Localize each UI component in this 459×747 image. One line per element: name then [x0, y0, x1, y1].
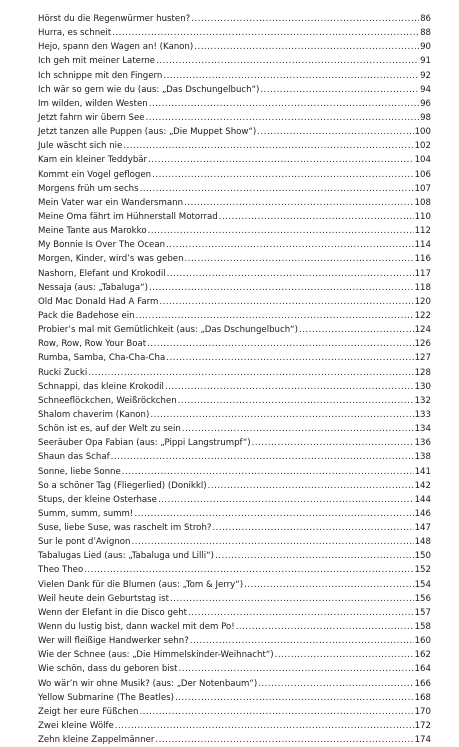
song-title: Morgen, Kinder, wird’s was geben	[38, 254, 184, 265]
toc-entry	[38, 267, 431, 281]
song-title: Hejo, spann den Wagen an! (Kanon)	[38, 42, 194, 53]
dot-leader	[185, 252, 414, 266]
dot-leader	[123, 139, 413, 153]
page-number: 132	[414, 395, 431, 406]
page-number: 96	[420, 98, 431, 109]
dot-leader	[166, 351, 413, 365]
page-number: 90	[420, 42, 431, 53]
toc-entry	[38, 578, 431, 592]
page-number: 100	[414, 127, 431, 138]
toc-entry	[38, 168, 431, 182]
toc-entry	[38, 125, 431, 139]
toc-entry	[38, 337, 431, 351]
dot-leader	[258, 677, 413, 691]
page-number: 160	[414, 636, 431, 647]
song-title: Shalom chaverim (Kanon)	[38, 409, 150, 420]
toc-entry	[38, 521, 431, 535]
toc-entry	[38, 563, 431, 577]
toc-entry	[38, 662, 431, 676]
page-number: 156	[414, 593, 431, 604]
song-title: Summ, summ, summ!	[38, 508, 134, 519]
dot-leader	[146, 111, 420, 125]
dot-leader	[170, 592, 414, 606]
page-number: 134	[414, 424, 431, 435]
page-number: 172	[414, 721, 431, 732]
dot-leader	[208, 479, 414, 493]
toc-entry	[38, 83, 431, 97]
toc-entry	[38, 252, 431, 266]
song-title: Schneeflöckchen, Weißröckchen	[38, 395, 177, 406]
page-number: 157	[414, 607, 431, 618]
page-number: 107	[414, 183, 431, 194]
song-title: Suse, liebe Suse, was raschelt im Stroh?	[38, 523, 212, 534]
dot-leader	[136, 309, 414, 323]
song-title: Kam ein kleiner Teddybär	[38, 155, 148, 166]
page-number: 136	[414, 438, 431, 449]
page-number: 88	[420, 28, 431, 39]
toc-entry	[38, 323, 431, 337]
page-number: 126	[414, 339, 431, 350]
song-title: Zehn kleine Zappelmänner	[38, 735, 155, 746]
dot-leader	[131, 535, 413, 549]
page-number: 133	[414, 409, 431, 420]
song-title: Yellow Submarine (The Beatles)	[38, 692, 174, 703]
page-number: 104	[414, 155, 431, 166]
song-title: Shaun das Schaf	[38, 452, 110, 463]
dot-leader	[188, 606, 414, 620]
song-title: Hurra, es schneit	[38, 28, 112, 39]
page-number: 162	[414, 650, 431, 661]
dot-leader	[184, 196, 414, 210]
page-number: 112	[414, 226, 431, 237]
page-number: 127	[414, 353, 431, 364]
toc-entry	[38, 224, 431, 238]
dot-leader	[299, 323, 414, 337]
page-number: 124	[414, 325, 431, 336]
song-title: Schön ist es, auf der Welt zu sein	[38, 424, 181, 435]
page-number: 117	[414, 268, 431, 279]
dot-leader	[182, 422, 414, 436]
toc-entry	[38, 450, 431, 464]
dot-leader	[148, 153, 414, 167]
song-title: Wie der Schnee (aus: „Die Himmelskinder-Weihnacht“)	[38, 650, 274, 661]
toc-entry	[38, 12, 431, 26]
toc-entry	[38, 549, 431, 563]
page-number: 138	[414, 452, 431, 463]
dot-leader	[155, 733, 413, 747]
page-number: 98	[420, 112, 431, 123]
song-title: Im wilden, wilden Westen	[38, 98, 148, 109]
toc-entry	[38, 620, 431, 634]
dot-leader	[165, 380, 414, 394]
page-number: 174	[414, 735, 431, 746]
dot-leader	[158, 493, 414, 507]
dot-leader	[115, 719, 414, 733]
song-title: Tabalugas Lied (aus: „Tabaluga und Lilli“)	[38, 551, 214, 562]
dot-leader	[147, 337, 413, 351]
page-number: 122	[414, 310, 431, 321]
page-number: 106	[414, 169, 431, 180]
song-title: Meine Tante aus Marokko	[38, 226, 147, 237]
toc-entry	[38, 719, 431, 733]
toc-entry	[38, 677, 431, 691]
page-number: 110	[414, 211, 431, 222]
page-number: 146	[414, 508, 431, 519]
toc-entry	[38, 111, 431, 125]
song-title: Wie schön, dass du geboren bist	[38, 664, 178, 675]
toc-entry	[38, 380, 431, 394]
toc-entry	[38, 507, 431, 521]
dot-leader	[219, 210, 414, 224]
song-title: Wenn der Elefant in die Disco geht	[38, 607, 188, 618]
dot-leader	[149, 281, 414, 295]
toc-entry	[38, 281, 431, 295]
page-number: 128	[414, 367, 431, 378]
dot-leader	[150, 408, 413, 422]
song-title: Jetzt fahrn wir übern See	[38, 112, 145, 123]
song-title: Jule wäscht sich nie	[38, 141, 123, 152]
page-number: 92	[420, 70, 431, 81]
dot-leader	[159, 295, 413, 309]
dot-leader	[236, 620, 414, 634]
table-of-contents	[38, 12, 431, 747]
page-number: 148	[414, 537, 431, 548]
song-title: Zeigt her eure Füßchen	[38, 706, 139, 717]
toc-entry	[38, 153, 431, 167]
toc-entry	[38, 394, 431, 408]
page-number: 166	[414, 678, 431, 689]
toc-entry	[38, 408, 431, 422]
dot-leader	[84, 563, 413, 577]
song-title: Wer will fleißige Handwerker sehn?	[38, 636, 189, 647]
page-number: 154	[414, 579, 431, 590]
song-title: Mein Vater war ein Wandersmann	[38, 197, 184, 208]
page-number: 150	[414, 551, 431, 562]
song-title: My Bonnie Is Over The Ocean	[38, 240, 166, 251]
dot-leader	[166, 238, 414, 252]
toc-entry	[38, 295, 431, 309]
page-number: 86	[420, 14, 431, 24]
toc-entry	[38, 54, 431, 68]
toc-entry	[38, 436, 431, 450]
toc-entry	[38, 535, 431, 549]
song-title: Probier’s mal mit Gemütlichkeit (aus: „Das Dschungelbuch“)	[38, 325, 298, 336]
dot-leader	[156, 54, 419, 68]
page-number: 114	[414, 240, 431, 251]
toc-entry	[38, 309, 431, 323]
page-number: 108	[414, 197, 431, 208]
page-number: 141	[414, 466, 431, 477]
song-title: Kommt ein Vogel geflogen	[38, 169, 152, 180]
toc-entry	[38, 691, 431, 705]
dot-leader	[149, 97, 419, 111]
dot-leader	[194, 40, 419, 54]
toc-entry	[38, 479, 431, 493]
page-number: 116	[414, 254, 431, 265]
song-title: Ich schnippe mit den Fingern	[38, 70, 163, 81]
toc-entry	[38, 493, 431, 507]
toc-entry	[38, 648, 431, 662]
page-number: 142	[414, 480, 431, 491]
song-title: Zwei kleine Wölfe	[38, 721, 114, 732]
toc-entry	[38, 97, 431, 111]
toc-entry	[38, 196, 431, 210]
toc-entry	[38, 606, 431, 620]
song-title: Schnappi, das kleine Krokodil	[38, 381, 164, 392]
toc-entry	[38, 40, 431, 54]
toc-entry	[38, 733, 431, 747]
toc-entry	[38, 69, 431, 83]
toc-entry	[38, 634, 431, 648]
song-title: Wo wär’n wir ohne Musik? (aus: „Der Notenbaum“)	[38, 678, 258, 689]
song-title: Rumba, Samba, Cha-Cha-Cha	[38, 353, 166, 364]
song-title: Nashorn, Elefant und Krokodil	[38, 268, 166, 279]
page-number: 164	[414, 664, 431, 675]
song-title: Vielen Dank für die Blumen (aus: „Tom & Jerry“)	[38, 579, 244, 590]
song-title: Nessaja (aus: „Tabaluga“)	[38, 282, 148, 293]
song-title: Old Mac Donald Had A Farm	[38, 296, 159, 307]
dot-leader	[139, 705, 413, 719]
dot-leader	[112, 26, 419, 40]
song-title: Sur le pont d’Avignon	[38, 537, 131, 548]
song-title: Theo Theo	[38, 565, 84, 576]
song-title: Seeräuber Opa Fabian (aus: „Pippi Langstrumpf“)	[38, 438, 251, 449]
page-number: 130	[414, 381, 431, 392]
dot-leader	[275, 648, 414, 662]
dot-leader	[134, 507, 413, 521]
page-number: 144	[414, 494, 431, 505]
toc-entry	[38, 139, 431, 153]
dot-leader	[140, 182, 414, 196]
dot-leader	[163, 69, 419, 83]
dot-leader	[167, 267, 414, 281]
song-title: Ich wär so gern wie du (aus: „Das Dschungelbuch“)	[38, 84, 260, 95]
page-number: 118	[414, 282, 431, 293]
dot-leader	[244, 578, 414, 592]
song-title: Meine Oma fährt im Hühnerstall Motorrad	[38, 211, 218, 222]
dot-leader	[148, 224, 414, 238]
song-title: Ich geh mit meiner Laterne	[38, 56, 156, 67]
toc-entry	[38, 26, 431, 40]
dot-leader	[88, 366, 413, 380]
page-number: 152	[414, 565, 431, 576]
toc-entry	[38, 210, 431, 224]
dot-leader	[260, 83, 419, 97]
song-title: Hörst du die Regenwürmer husten?	[38, 14, 191, 24]
page-number: 170	[414, 706, 431, 717]
page-number: 94	[420, 84, 431, 95]
song-title: Sonne, liebe Sonne	[38, 466, 121, 477]
dot-leader	[252, 436, 414, 450]
song-title: Row, Row, Row Your Boat	[38, 339, 147, 350]
toc-entry	[38, 238, 431, 252]
song-title: Jetzt tanzen alle Puppen (aus: „Die Muppet Show“)	[38, 127, 257, 138]
toc-entry	[38, 351, 431, 365]
page-number: 91	[420, 56, 431, 67]
page-number: 168	[414, 692, 431, 703]
dot-leader	[111, 450, 414, 464]
toc-entry	[38, 182, 431, 196]
toc-entry	[38, 366, 431, 380]
toc-entry	[38, 465, 431, 479]
page-number: 102	[414, 141, 431, 152]
dot-leader	[179, 662, 414, 676]
song-title: So a schöner Tag (Fliegerlied) (Donikkl)	[38, 480, 207, 491]
song-title: Weil heute dein Geburtstag ist	[38, 593, 169, 604]
toc-entry	[38, 422, 431, 436]
dot-leader	[212, 521, 413, 535]
page-number: 158	[414, 622, 431, 633]
dot-leader	[178, 394, 414, 408]
song-title: Morgens früh um sechs	[38, 183, 139, 194]
dot-leader	[190, 634, 414, 648]
song-title: Rucki Zucki	[38, 367, 88, 378]
song-title: Pack die Badehose ein	[38, 310, 135, 321]
dot-leader	[175, 691, 414, 705]
page-number: 147	[414, 523, 431, 534]
song-title: Wenn du lustig bist, dann wackel mit dem Po!	[38, 622, 235, 633]
song-title: Stups, der kleine Osterhase	[38, 494, 157, 505]
dot-leader	[215, 549, 414, 563]
page-number: 120	[414, 296, 431, 307]
dot-leader	[191, 12, 419, 26]
dot-leader	[257, 125, 413, 139]
toc-entry	[38, 705, 431, 719]
dot-leader	[122, 465, 414, 479]
toc-entry	[38, 592, 431, 606]
dot-leader	[152, 168, 413, 182]
